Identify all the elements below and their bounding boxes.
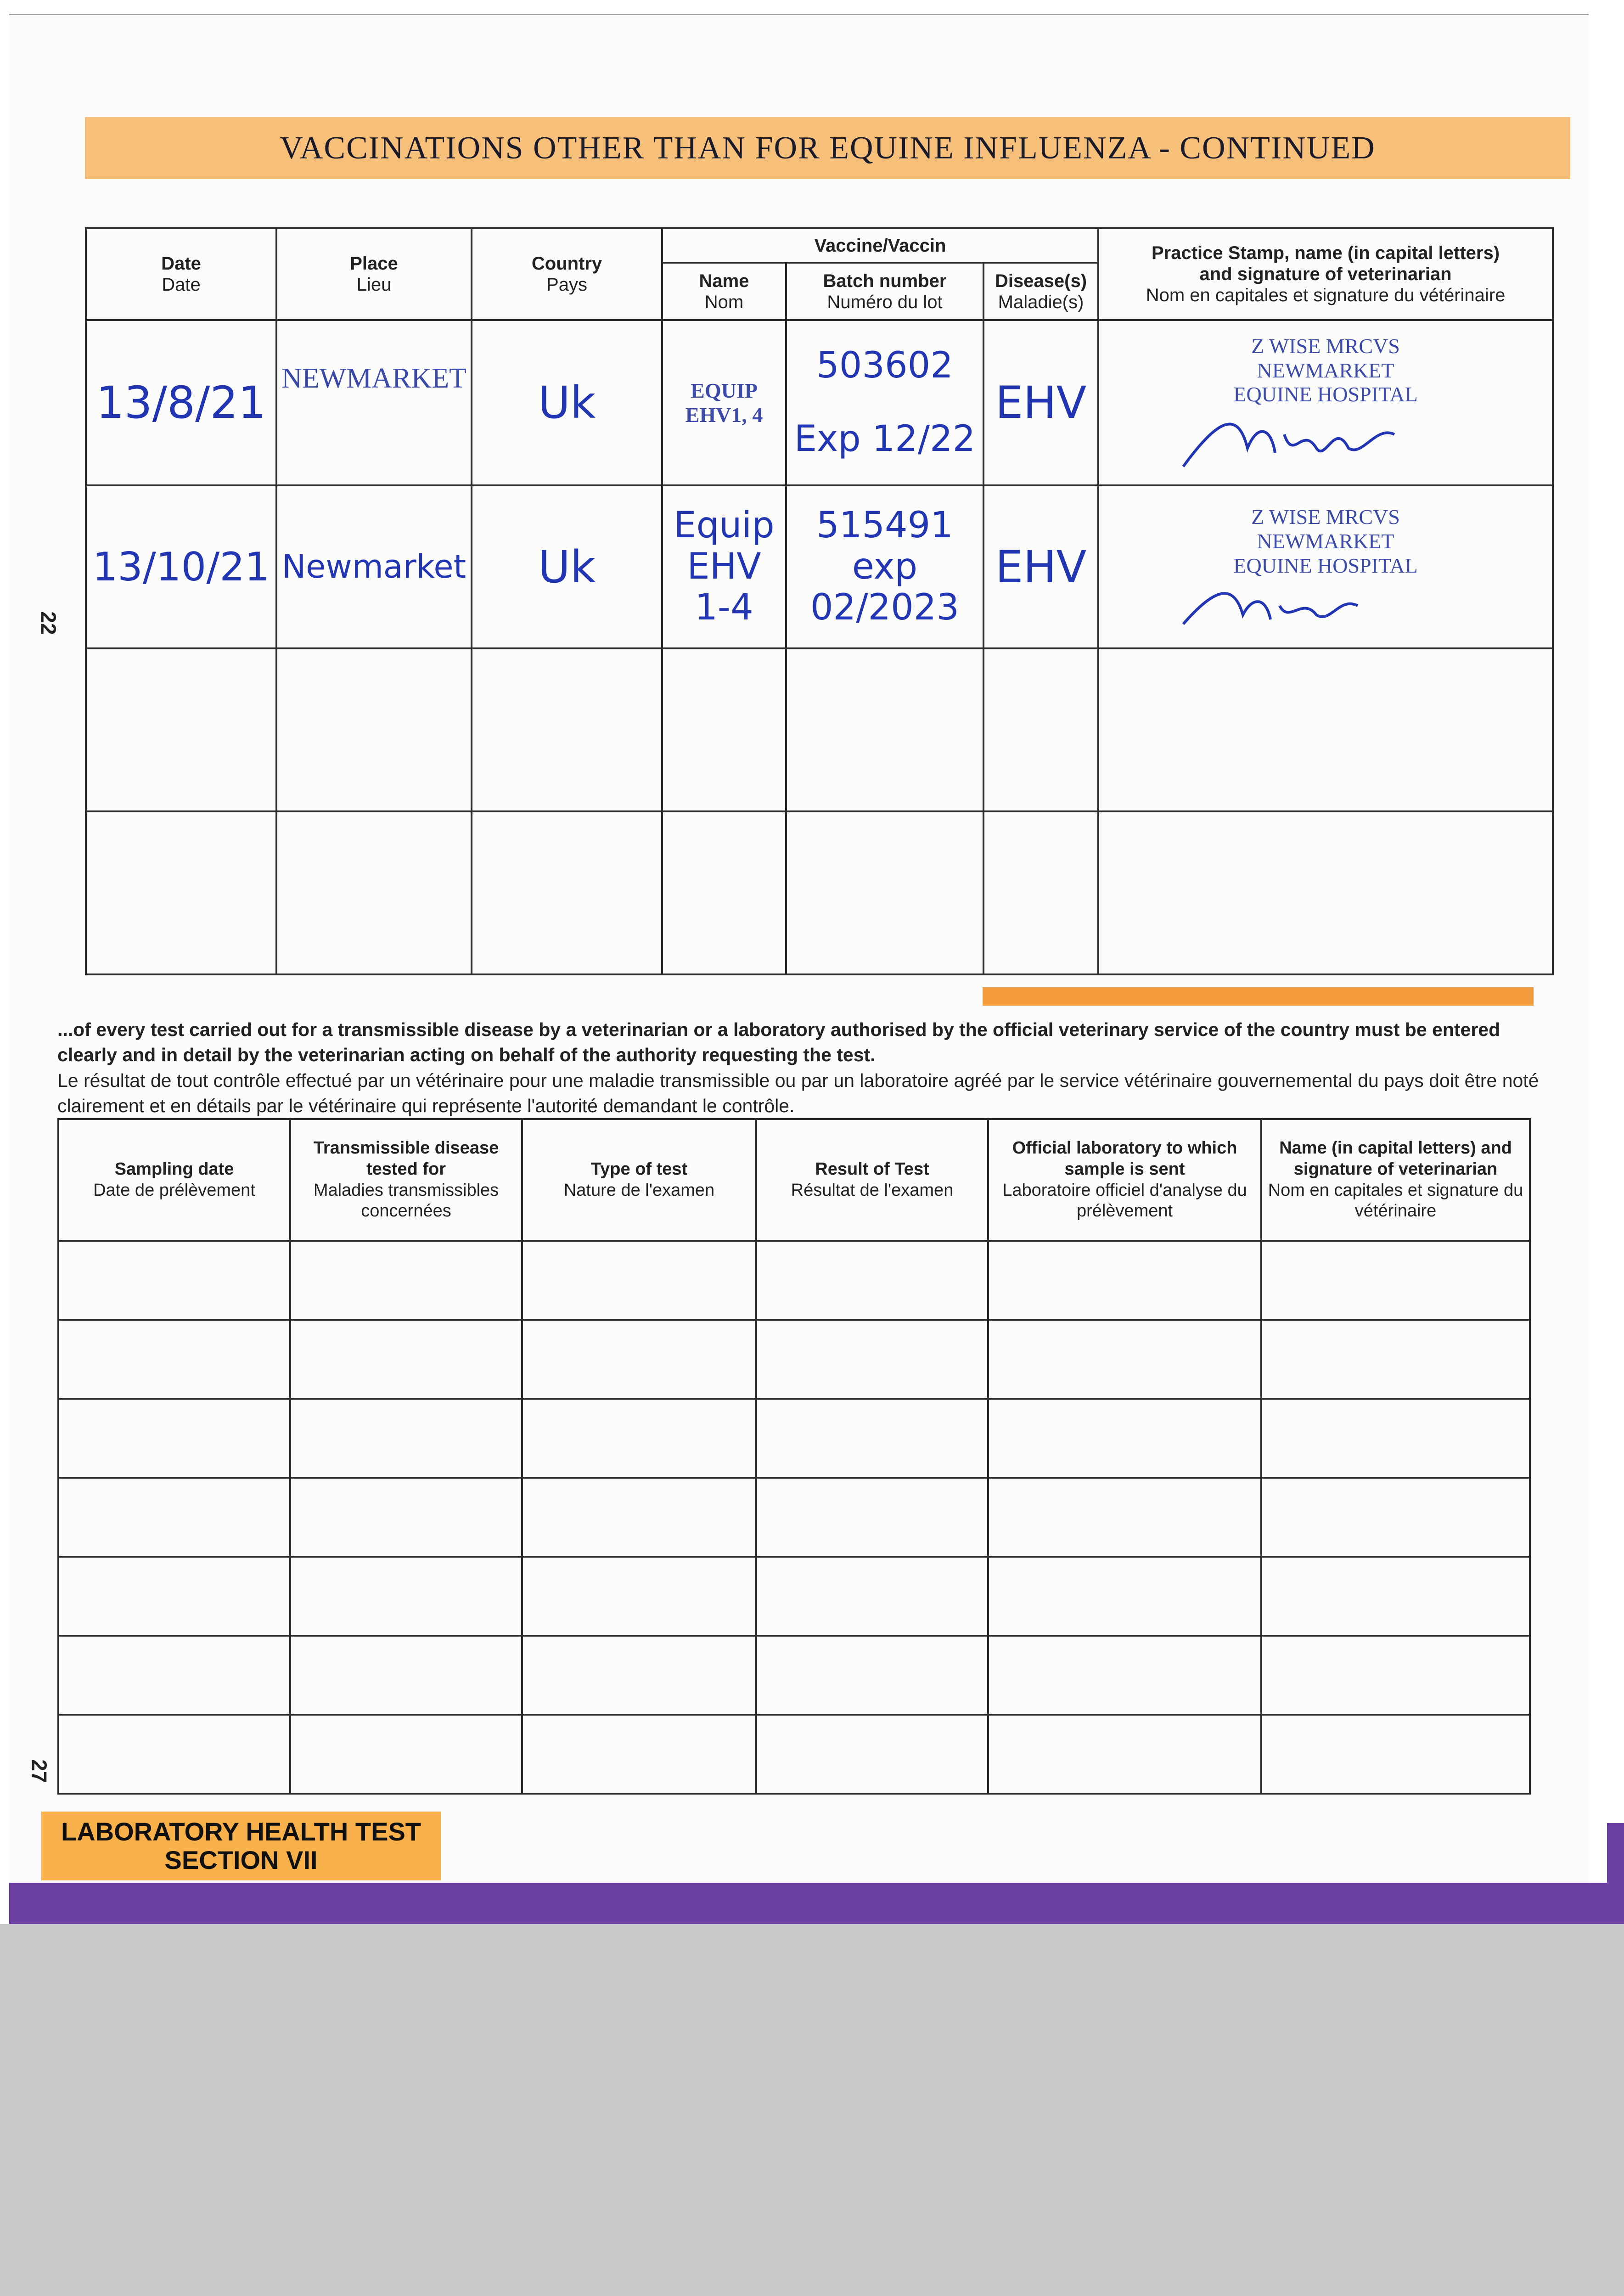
table-row bbox=[86, 320, 1553, 485]
cell-disease: EHV bbox=[983, 485, 1098, 648]
intro-french: Le résultat de tout contrôle effectué par un vétérinaire pour une maladie transmissible ou par un laboratoire agréé par le service vétérinaire gouvernemental du pays doit être noté clairement et en détails par le vétérinaire qui représente l'autorité demandant le contrôle. bbox=[57, 1069, 1539, 1117]
cell-date: 13/8/21 bbox=[86, 320, 276, 485]
header-result: Result of Test Résultat de l'examen bbox=[756, 1119, 988, 1241]
purple-cover-band bbox=[9, 1883, 1624, 1924]
vaccinations-title-banner bbox=[85, 117, 1570, 179]
lab-test-table bbox=[57, 1118, 1531, 1795]
header-type-of-test: Type of test Nature de l'examen bbox=[522, 1119, 756, 1241]
page-number-upper: 22 bbox=[36, 611, 61, 635]
cell-country: Uk bbox=[472, 320, 662, 485]
header-sampling-date: Sampling date Date de prélèvement bbox=[58, 1119, 290, 1241]
header-vaccine-group: Vaccine/Vaccin bbox=[662, 228, 1098, 263]
header-disease: Disease(s) Maladie(s) bbox=[983, 263, 1098, 320]
header-place: Place Lieu bbox=[276, 228, 472, 320]
header-transmissible-disease: Transmissible disease tested for Maladies transmissibles concernées bbox=[290, 1119, 522, 1241]
cell-date: 13/10/21 bbox=[86, 485, 276, 648]
header-country: Country Pays bbox=[472, 228, 662, 320]
table-row bbox=[58, 1478, 1530, 1557]
section-number: SECTION VII bbox=[164, 1846, 318, 1874]
table-row bbox=[58, 1320, 1530, 1399]
header-official-lab: Official laboratory to which sample is sent Laboratoire officiel d'analyse du prélèvement bbox=[988, 1119, 1261, 1241]
header-practice-stamp: Practice Stamp, name (in capital letters) and signature of veterinarian Nom en capitales et signature du vétérinaire bbox=[1098, 228, 1553, 320]
cell-place: NEWMARKET bbox=[276, 320, 472, 485]
practice-stamp: Z WISE MRCVS NEWMARKET EQUINE HOSPITAL bbox=[1233, 505, 1418, 577]
table-row bbox=[58, 1399, 1530, 1478]
table-row bbox=[58, 1557, 1530, 1636]
cell-batch: 503602 Exp 12/22 bbox=[786, 320, 983, 485]
header-vet-signature: Name (in capital letters) and signature of veterinarian Nom en capitales et signature du vétérinaire bbox=[1261, 1119, 1530, 1241]
cell-stamp bbox=[1098, 320, 1553, 485]
header-batch-number: Batch number Numéro du lot bbox=[786, 263, 983, 320]
cell-disease: EHV bbox=[983, 320, 1098, 485]
scanner-background bbox=[0, 1924, 1624, 2296]
section-badge bbox=[41, 1812, 441, 1880]
cell-country: Uk bbox=[472, 485, 662, 648]
table-row bbox=[86, 648, 1553, 811]
page-title: VACCINATIONS OTHER THAN FOR EQUINE INFLUENZA - CONTINUED bbox=[280, 130, 1376, 166]
page-number-lower: 27 bbox=[27, 1759, 51, 1783]
table-row bbox=[86, 811, 1553, 974]
table-row bbox=[58, 1636, 1530, 1715]
cell-vaccine-name: Equip EHV 1-4 bbox=[662, 485, 786, 648]
cell-place: Newmarket bbox=[276, 485, 472, 648]
section-header-strip bbox=[983, 987, 1534, 1006]
header-date: Date Date bbox=[86, 228, 276, 320]
vaccination-table bbox=[85, 227, 1554, 975]
cell-stamp bbox=[1098, 485, 1553, 648]
cover-edge bbox=[1607, 1823, 1624, 1883]
signature-icon bbox=[1165, 407, 1486, 471]
cell-batch: 515491 exp 02/2023 bbox=[786, 485, 983, 648]
table-row bbox=[58, 1715, 1530, 1794]
table-row bbox=[58, 1241, 1530, 1320]
lab-intro-text bbox=[57, 1017, 1545, 1119]
intro-english: ...of every test carried out for a transmissible disease by a veterinarian or a laboratory authorised by the official veterinary service of the country must be entered clearly and in detail by the veterinarian acting on behalf of the authority requesting the test. bbox=[57, 1019, 1500, 1066]
section-title: LABORATORY HEALTH TEST bbox=[61, 1817, 421, 1846]
signature-icon bbox=[1165, 578, 1486, 629]
table-row bbox=[86, 485, 1553, 648]
header-vaccine-name: Name Nom bbox=[662, 263, 786, 320]
practice-stamp: Z WISE MRCVS NEWMARKET EQUINE HOSPITAL bbox=[1233, 334, 1418, 406]
cell-vaccine-name: EQUIP EHV1, 4 bbox=[662, 320, 786, 485]
